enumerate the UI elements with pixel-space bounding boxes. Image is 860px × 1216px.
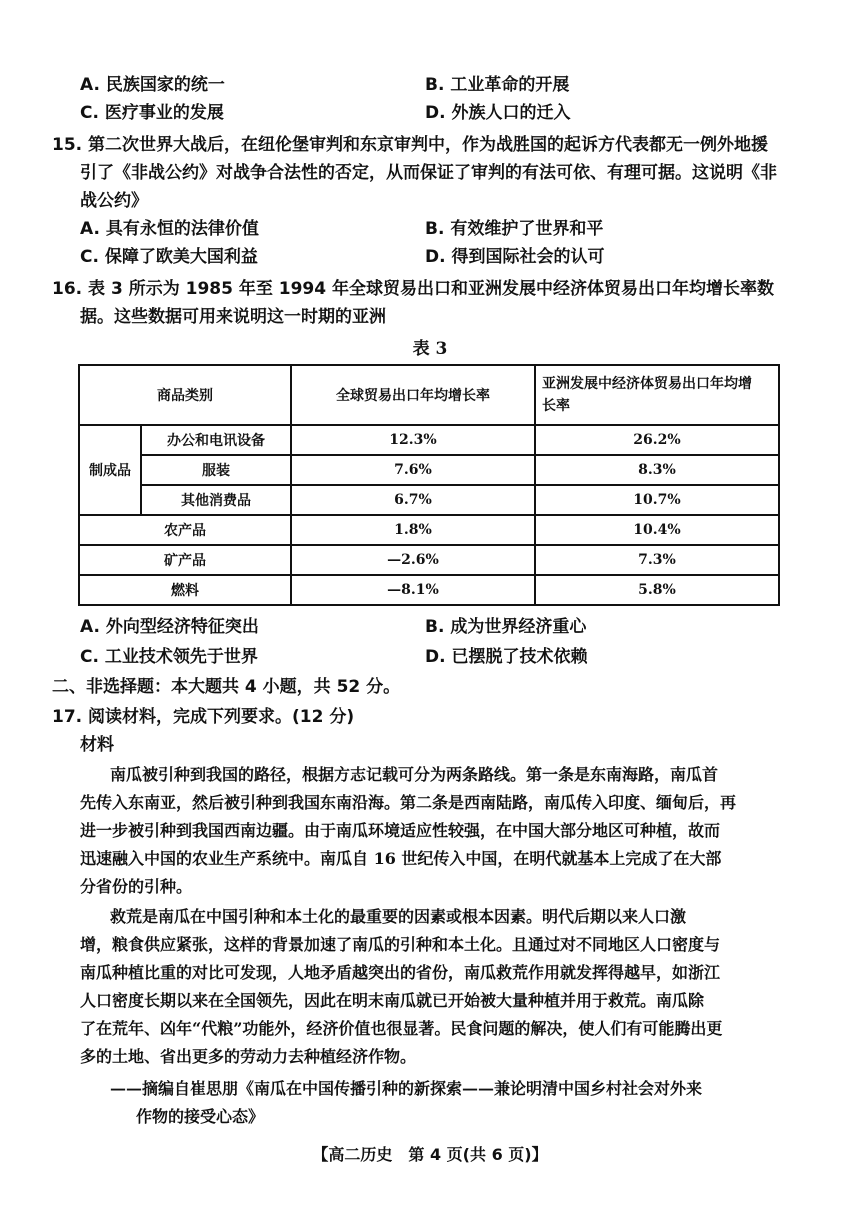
q15-option-a: A. 具有永恒的法律价值 xyxy=(80,219,259,239)
q16-option-b: B. 成为世界经济重心 xyxy=(425,617,587,637)
q16-stem-line-2: 据。这些数据可用来说明这一时期的亚洲 xyxy=(80,307,386,327)
row-asia: 26.2% xyxy=(535,425,779,455)
q15-option-d: D. 得到国际社会的认可 xyxy=(425,247,605,267)
q15-option-b: B. 有效维护了世界和平 xyxy=(425,219,604,239)
header-asia-line-1: 亚洲发展中经济体贸易出口年均增 xyxy=(542,376,752,392)
table-row xyxy=(79,545,779,575)
row-asia: 8.3% xyxy=(535,455,779,485)
table-row xyxy=(79,485,779,515)
row-global: 6.7% xyxy=(291,485,535,515)
material-line: 先传入东南亚，然后被引种到我国东南沿海。第二条是西南陆路，南瓜传入印度、缅甸后，再 xyxy=(80,793,737,812)
q15-option-c: C. 保障了欧美大国利益 xyxy=(80,247,258,267)
header-category: 商品类别 xyxy=(79,365,291,425)
material-line: 南瓜被引种到我国的路径，根据方志记载可分为两条路线。第一条是东南海路，南瓜首 xyxy=(110,765,719,784)
table-row xyxy=(79,425,779,455)
row-asia: 7.3% xyxy=(535,545,779,575)
q15-stem-line-3: 战公约》 xyxy=(80,191,148,211)
table-row xyxy=(79,575,779,605)
row-name: 其他消费品 xyxy=(141,485,291,515)
q16-stem-line-1: 16. 表 3 所示为 1985 年至 1994 年全球贸易出口和亚洲发展中经济体贸易出口年均增长率数 xyxy=(52,279,775,299)
row-asia: 10.4% xyxy=(535,515,779,545)
q15-stem-line-2: 引了《非战公约》对战争合法性的否定，从而保证了审判的有法可依、有理可据。这说明《非 xyxy=(80,163,777,183)
q16-option-c: C. 工业技术领先于世界 xyxy=(80,647,258,667)
row-name: 办公和电讯设备 xyxy=(141,425,291,455)
row-name: 农产品 xyxy=(79,515,291,545)
section-2-heading: 二、非选择题：本大题共 4 小题，共 52 分。 xyxy=(52,677,401,697)
table-header-row xyxy=(79,365,779,425)
header-asia xyxy=(535,365,779,425)
group-label-manufactured: 制成品 xyxy=(79,425,141,515)
source-citation-line-2: 作物的接受心态》 xyxy=(136,1107,265,1126)
q16-option-a: A. 外向型经济特征突出 xyxy=(80,617,259,637)
table-title: 表 3 xyxy=(412,339,448,359)
row-global: 7.6% xyxy=(291,455,535,485)
material-line: 分省份的引种。 xyxy=(80,877,193,896)
material-line: 南瓜种植比重的对比可发现，人地矛盾越突出的省份，南瓜救荒作用就发挥得越早，如浙江 xyxy=(80,963,721,982)
material-label: 材料 xyxy=(80,735,114,755)
row-asia: 10.7% xyxy=(535,485,779,515)
q14-option-c: C. 医疗事业的发展 xyxy=(80,103,224,123)
row-global: 1.8% xyxy=(291,515,535,545)
material-line: 迅速融入中国的农业生产系统中。南瓜自 16 世纪传入中国，在明代就基本上完成了在大部 xyxy=(80,849,722,868)
material-line: 了在荒年、凶年“代粮”功能外，经济价值也很显著。民食问题的解决，使人们有可能腾出更 xyxy=(80,1019,723,1038)
material-line: 增，粮食供应紧张，这样的背景加速了南瓜的引种和本土化。且通过对不同地区人口密度与 xyxy=(80,935,721,954)
q16-option-d: D. 已摆脱了技术依赖 xyxy=(425,647,588,667)
table-row xyxy=(79,455,779,485)
table-row xyxy=(79,515,779,545)
row-name: 服装 xyxy=(141,455,291,485)
row-asia: 5.8% xyxy=(535,575,779,605)
row-name: 矿产品 xyxy=(79,545,291,575)
row-name: 燃料 xyxy=(79,575,291,605)
material-line: 多的土地、省出更多的劳动力去种植经济作物。 xyxy=(80,1047,417,1066)
q17-title: 17. 阅读材料，完成下列要求。(12 分) xyxy=(52,707,355,727)
q14-option-b: B. 工业革命的开展 xyxy=(425,75,570,95)
page-footer: 【高二历史 第 4 页(共 6 页)】 xyxy=(312,1145,548,1164)
material-line: 进一步被引种到我国西南边疆。由于南瓜环境适应性较强，在中国大部分地区可种植，故而 xyxy=(80,821,721,840)
header-global: 全球贸易出口年均增长率 xyxy=(291,365,535,425)
material-line: 救荒是南瓜在中国引种和本土化的最重要的因素或根本因素。明代后期以来人口激 xyxy=(110,907,687,926)
row-global: 12.3% xyxy=(291,425,535,455)
source-citation-line-1: ——摘编自崔思朋《南瓜在中国传播引种的新探索——兼论明清中国乡村社会对外来 xyxy=(110,1079,703,1098)
material-line: 人口密度长期以来在全国领先，因此在明末南瓜就已开始被大量种植并用于救荒。南瓜除 xyxy=(80,991,705,1010)
q14-option-d: D. 外族人口的迁入 xyxy=(425,103,571,123)
row-global: —2.6% xyxy=(291,545,535,575)
header-asia-line-2: 长率 xyxy=(542,398,570,414)
q14-option-a: A. 民族国家的统一 xyxy=(80,75,225,95)
growth-rate-table xyxy=(78,364,780,606)
q15-stem-line-1: 15. 第二次世界大战后，在纽伦堡审判和东京审判中，作为战胜国的起诉方代表都无一例外地援 xyxy=(52,135,769,155)
row-global: —8.1% xyxy=(291,575,535,605)
